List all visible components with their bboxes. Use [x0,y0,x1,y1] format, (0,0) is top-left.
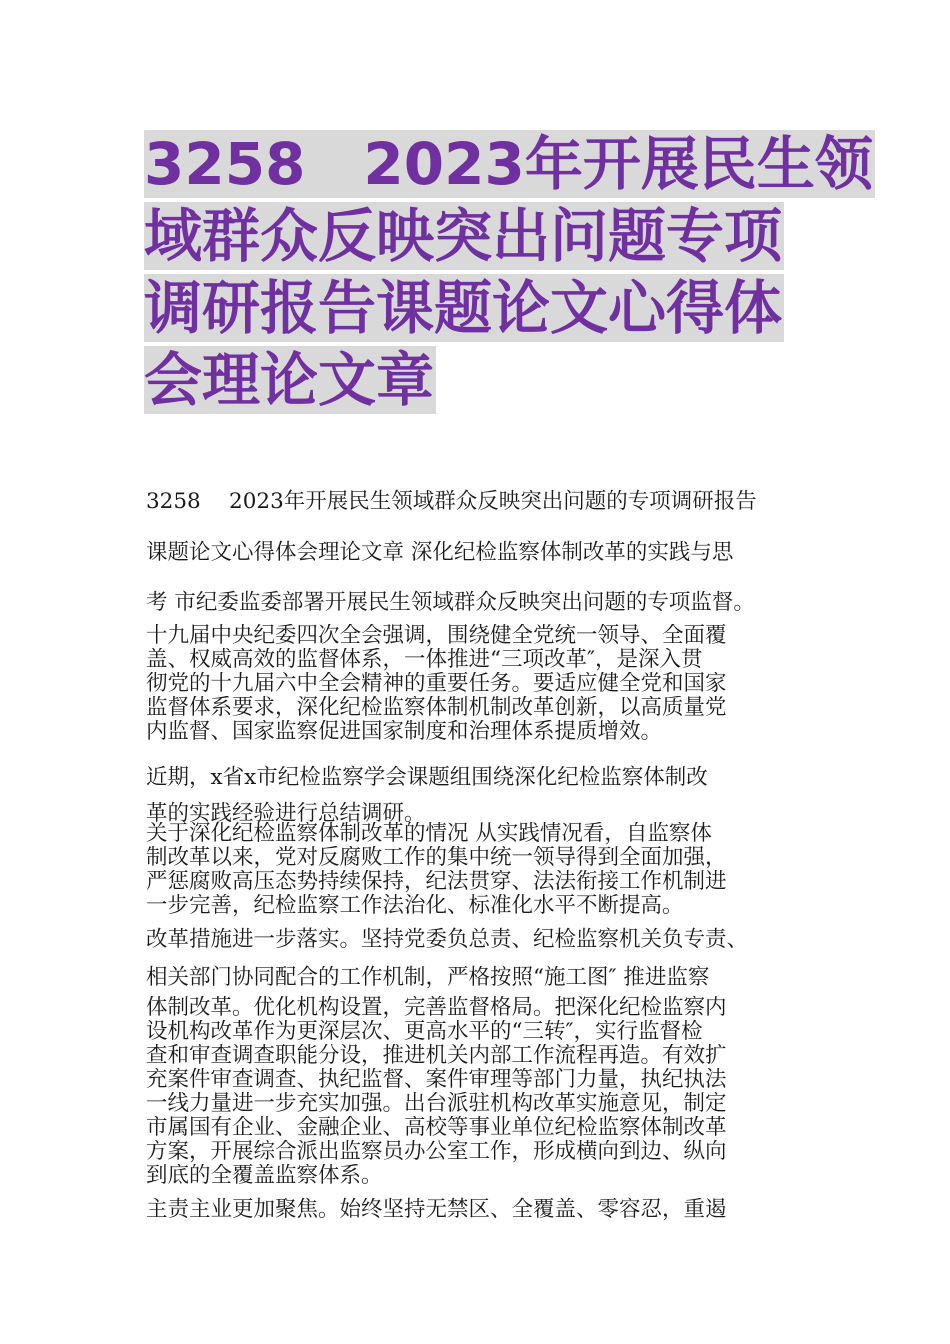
title-line-4: 会理论文章 [144,346,435,414]
paragraph-line: 市属国有企业、金融企业、高校等事业单位纪检监察体制改革 [146,1116,727,1140]
paragraph-5-line-1: 主责主业更加聚焦。始终坚持无禁区、全覆盖、零容忍，重遏 [146,1197,727,1222]
document-title [144,128,873,416]
intro-line-3: 考 市纪委监委部署开展民生领域群众反映突出问题的专项监督。 [146,590,755,615]
paragraph-line: 一步完善，纪检监察工作法治化、标准化水平不断提高。 [146,894,684,918]
paragraph-line: 到底的全覆盖监察体系。 [146,1164,383,1188]
paragraph-line: 一线力量进一步充实加强。出台派驻机构改革实施意见，制定 [146,1092,727,1116]
title-line-2: 域群众反映突出问题专项 [144,202,783,270]
paragraph-line: 监督体系要求，深化纪检监察体制机制改革创新，以高质量党 [146,696,727,720]
intro-line-2: 课题论文心得体会理论文章 深化纪检监察体制改革的实践与思 [146,540,734,565]
paragraph-line: 体制改革。优化机构设置，完善监督格局。把深化纪检监察内 [146,996,727,1020]
intro-line-1: 3258 2023年开展民生领域群众反映突出问题的专项调研报告 [146,489,757,514]
paragraph-line: 内监督、国家监察促进国家制度和治理体系提质增效。 [146,720,663,744]
title-line-1: 3258 2023年开展民生领 [144,130,873,198]
paragraph-line: 制改革以来，党对反腐败工作的集中统一领导得到全面加强， [146,846,727,870]
paragraph-line: 设机构改革作为更深层次、更高水平的“三转″，实行监督检 [146,1020,703,1044]
paragraph-line: 彻党的十九届六中全会精神的重要任务。要适应健全党和国家 [146,672,727,696]
paragraph-3 [146,822,816,918]
paragraph-2-line-1: 近期，x省x市纪检监察学会课题组围绕深化纪检监察体制改 [146,765,708,790]
paragraph-2-line-2: 革的实践经验进行总结调研。 [146,801,426,826]
paragraph-line: 十九届中央纪委四次全会强调，围绕健全党统一领导、全面覆 [146,624,727,648]
paragraph-4-continued [146,996,816,1188]
paragraph-4-line-1: 改革措施进一步落实。坚持党委负总责、纪检监察机关负专责、 [146,927,749,952]
paragraph-4-line-2: 相关部门协同配合的工作机制，严格按照“施工图″ 推进监察 [146,965,710,990]
paragraph-line: 方案，开展综合派出监察员办公室工作，形成横向到边、纵向 [146,1140,727,1164]
paragraph-1 [146,624,816,744]
paragraph-line: 严惩腐败高压态势持续保持，纪法贯穿、法法衔接工作机制进 [146,870,727,894]
title-line-3: 调研报告课题论文心得体 [144,274,783,342]
paragraph-line: 盖、权威高效的监督体系，一体推进“三项改革″，是深入贯 [146,648,703,672]
paragraph-line: 关于深化纪检监察体制改革的情况 从实践情况看，自监察体 [146,822,712,846]
paragraph-line: 查和审查调查职能分设，推进机关内部工作流程再造。有效扩 [146,1044,727,1068]
paragraph-line: 充案件审查调查、执纪监督、案件审理等部门力量，执纪执法 [146,1068,727,1092]
